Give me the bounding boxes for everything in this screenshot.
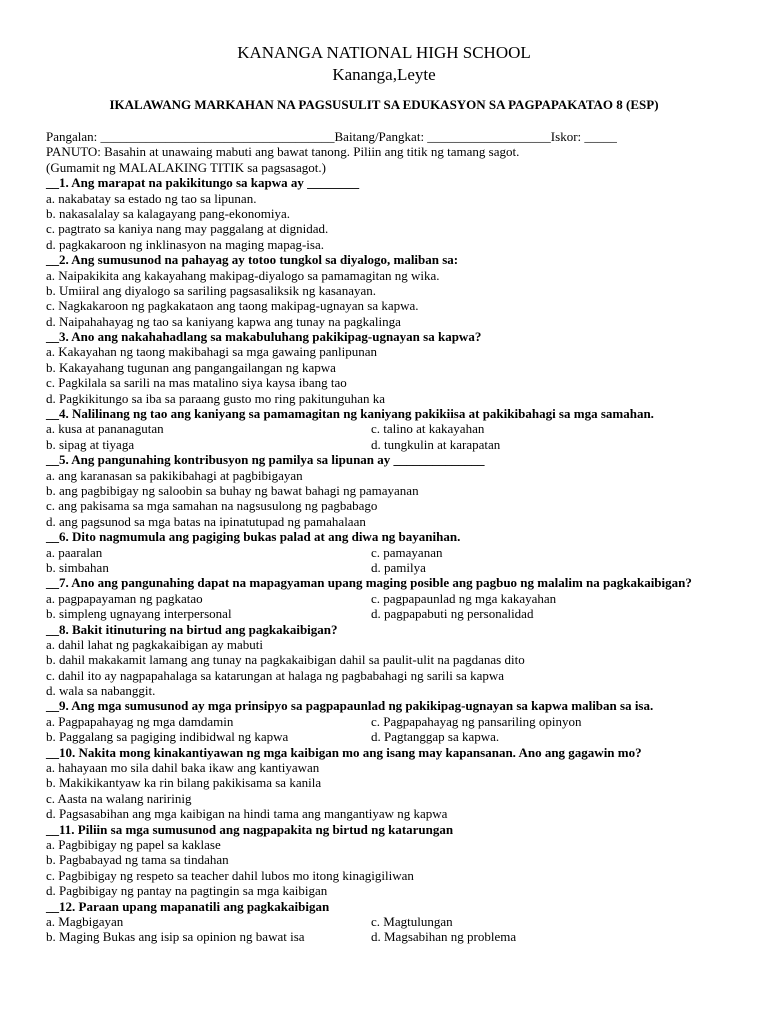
question-text: __11. Piliin sa mga sumusunod ang nagpapakita ng birtud ng katarungan (46, 821, 454, 837)
answer-option: b. Makikikantyaw ka rin bilang pakikisama sa kanila (46, 775, 322, 791)
answer-option: d. Pagkikitungo sa iba sa paraang gusto mo ring pakitunguhan ka (46, 390, 386, 406)
answer-option: c. talino at kakayahan (371, 421, 485, 437)
answer-option: d. tungkulin at karapatan (371, 436, 501, 452)
answer-option: b. Maging Bukas ang isip sa opinion ng bawat isa (46, 929, 305, 945)
answer-option: b. Umiiral ang diyalogo sa sariling pagsasaliksik ng kasanayan. (46, 282, 376, 298)
answer-row (46, 545, 746, 560)
question-text: __6. Dito nagmumula ang pagiging bukas palad at ang diwa ng bayanihan. (46, 529, 461, 545)
question-text: __1. Ang marapat na pakikitungo sa kapwa ay ________ (46, 175, 360, 191)
answer-option: a. dahil lahat ng pagkakaibigan ay mabuti (46, 636, 263, 652)
answer-option: b. nakasalalay sa kalagayang pang-ekonomiya. (46, 205, 291, 221)
instructions-line: PANUTO: Basahin at unawaing mabuti ang bawat tanong. Piliin ang titik ng tamang sagot. (46, 144, 520, 160)
answer-option: b. Paggalang sa pagiging indibidwal ng kapwa (46, 729, 289, 745)
answer-option: a. Kakayahan ng taong makibahagi sa mga gawaing panlipunan (46, 344, 378, 360)
exam-title: IKALAWANG MARKAHAN NA PAGSUSULIT SA EDUKASYON SA PAGPAPAKATAO 8 (ESP) (109, 97, 659, 112)
answer-option: b. Kakayahang tugunan ang pangangailangan ng kapwa (46, 359, 336, 375)
answer-option: c. Pagpapahayag ng pansariling opinyon (371, 713, 582, 729)
answer-option: c. dahil ito ay nagpapahalaga sa katarungan at halaga ng pagbabahagi ng sarili sa kapwa (46, 667, 505, 683)
answer-option: d. Naipahahayag ng tao sa kaniyang kapwa ang tunay na pagkalinga (46, 313, 401, 329)
answer-option: d. wala sa nabanggit. (46, 683, 156, 699)
question-text: __10. Nakita mong kinakantiyawan ng mga kaibigan mo ang isang may kapansanan. Ano ang gagawin mo? (46, 744, 642, 760)
answer-option: a. ang karanasan sa pakikibahagi at pagbibigayan (46, 467, 303, 483)
school-name: KANANGA NATIONAL HIGH SCHOOL (237, 43, 531, 62)
answer-option: d. pagpapabuti ng personalidad (371, 606, 534, 622)
answer-option: b. sipag at tiyaga (46, 436, 135, 452)
answer-option: a. kusa at pananagutan (46, 421, 164, 437)
answer-option: a. nakabatay sa estado ng tao sa lipunan. (46, 190, 257, 206)
answer-option: c. pagpapaunlad ng mga kakayahan (371, 590, 557, 606)
answer-option: a. Pagpapahayag ng mga damdamin (46, 713, 234, 729)
answer-row (46, 729, 746, 744)
question-text: __12. Paraan upang mapanatili ang pagkakaibigan (46, 898, 330, 914)
answer-option: d. pagkakaroon ng inklinasyon na maging mapag-isa. (46, 236, 324, 252)
answer-option: c. Aasta na walang naririnig (46, 790, 192, 806)
answer-option: d. pamilya (371, 559, 426, 575)
answer-option: b. simpleng ugnayang interpersonal (46, 606, 232, 622)
question-text: __3. Ano ang nakahahadlang sa makabuluhang pakikipag-ugnayan sa kapwa? (46, 329, 482, 345)
exam-body (46, 129, 746, 945)
answer-option: b. ang pagbibigay ng saloobin sa buhay ng bawat bahagi ng pamayanan (46, 482, 419, 498)
question-text: __2. Ang sumusunod na pahayag ay totoo tungkol sa diyalogo, maliban sa: (46, 252, 459, 268)
answer-row (46, 606, 746, 621)
question-text: __7. Ano ang pangunahing dapat na mapagyaman upang maging posible ang pagbuo ng malalim na pagkakaibigan? (46, 575, 692, 591)
answer-option: a. paaralan (46, 544, 103, 560)
answer-option: d. Pagbibigay ng pantay na pagtingin sa mga kaibigan (46, 883, 328, 899)
answer-row (46, 714, 746, 729)
answer-option: d. ang pagsunod sa mga batas na ipinatutupad ng pamahalaan (46, 513, 366, 529)
answer-option: c. Magtulungan (371, 913, 453, 929)
answer-option: a. hahayaan mo sila dahil baka ikaw ang kantiyawan (46, 760, 320, 776)
answer-row (46, 560, 746, 575)
answer-option: b. dahil makakamit lamang ang tunay na pagkakaibigan dahil sa paulit-ulit na pagdanas dito (46, 652, 525, 668)
answer-row (46, 437, 746, 452)
question-text: __4. Nalilinang ng tao ang kaniyang sa pamamagitan ng kaniyang pakikiisa at pakikibahagi sa mga samahan. (46, 406, 654, 422)
answer-option: c. pagtrato sa kaniya nang may paggalang at dignidad. (46, 221, 329, 237)
answer-option: c. Nagkakaroon ng pagkakataon ang taong makipag-ugnayan sa kapwa. (46, 298, 419, 314)
answer-option: a. Naipakikita ang kakayahang makipag-diyalogo sa pamamagitan ng wika. (46, 267, 440, 283)
question-text: __5. Ang pangunahing kontribusyon ng pamilya sa lipunan ay ______________ (46, 452, 485, 468)
answer-row (46, 421, 746, 436)
answer-row (46, 929, 746, 944)
answer-option: c. Pagbibigay ng respeto sa teacher dahil lubos mo itong kinagigiliwan (46, 867, 414, 883)
answer-option: b. Pagbabayad ng tama sa tindahan (46, 852, 229, 868)
answer-option: d. Pagsasabihan ang mga kaibigan na hindi tama ang mangantiyaw ng kapwa (46, 806, 448, 822)
answer-row (46, 914, 746, 929)
answer-option: c. ang pakisama sa mga samahan na nagsusulong ng pagbabago (46, 498, 378, 514)
answer-option: d. Magsabihan ng problema (371, 929, 517, 945)
answer-option: d. Pagtanggap sa kapwa. (371, 729, 500, 745)
student-info-line: Pangalan: ____________________________________Baitang/Pangkat: ___________________Iskor: _____ (46, 129, 617, 144)
answer-option: b. simbahan (46, 559, 109, 575)
answer-option: a. Pagbibigay ng papel sa kaklase (46, 836, 221, 852)
school-location: Kananga,Leyte (332, 65, 436, 84)
answer-option: a. pagpapayaman ng pagkatao (46, 590, 203, 606)
answer-row (46, 591, 746, 606)
instructions-note: (Gumamit ng MALALAKING TITIK sa pagsasagot.) (46, 159, 326, 175)
answer-option: a. Magbigayan (46, 913, 124, 929)
question-text: __8. Bakit itinuturing na birtud ang pagkakaibigan? (46, 621, 338, 637)
answer-option: c. Pagkilala sa sarili na mas matalino siya kaysa ibang tao (46, 375, 347, 391)
question-text: __9. Ang mga sumusunod ay mga prinsipyo sa pagpapaunlad ng pakikipag-ugnayan sa kapwa maliban sa isa. (46, 698, 654, 714)
answer-option: c. pamayanan (371, 544, 443, 560)
